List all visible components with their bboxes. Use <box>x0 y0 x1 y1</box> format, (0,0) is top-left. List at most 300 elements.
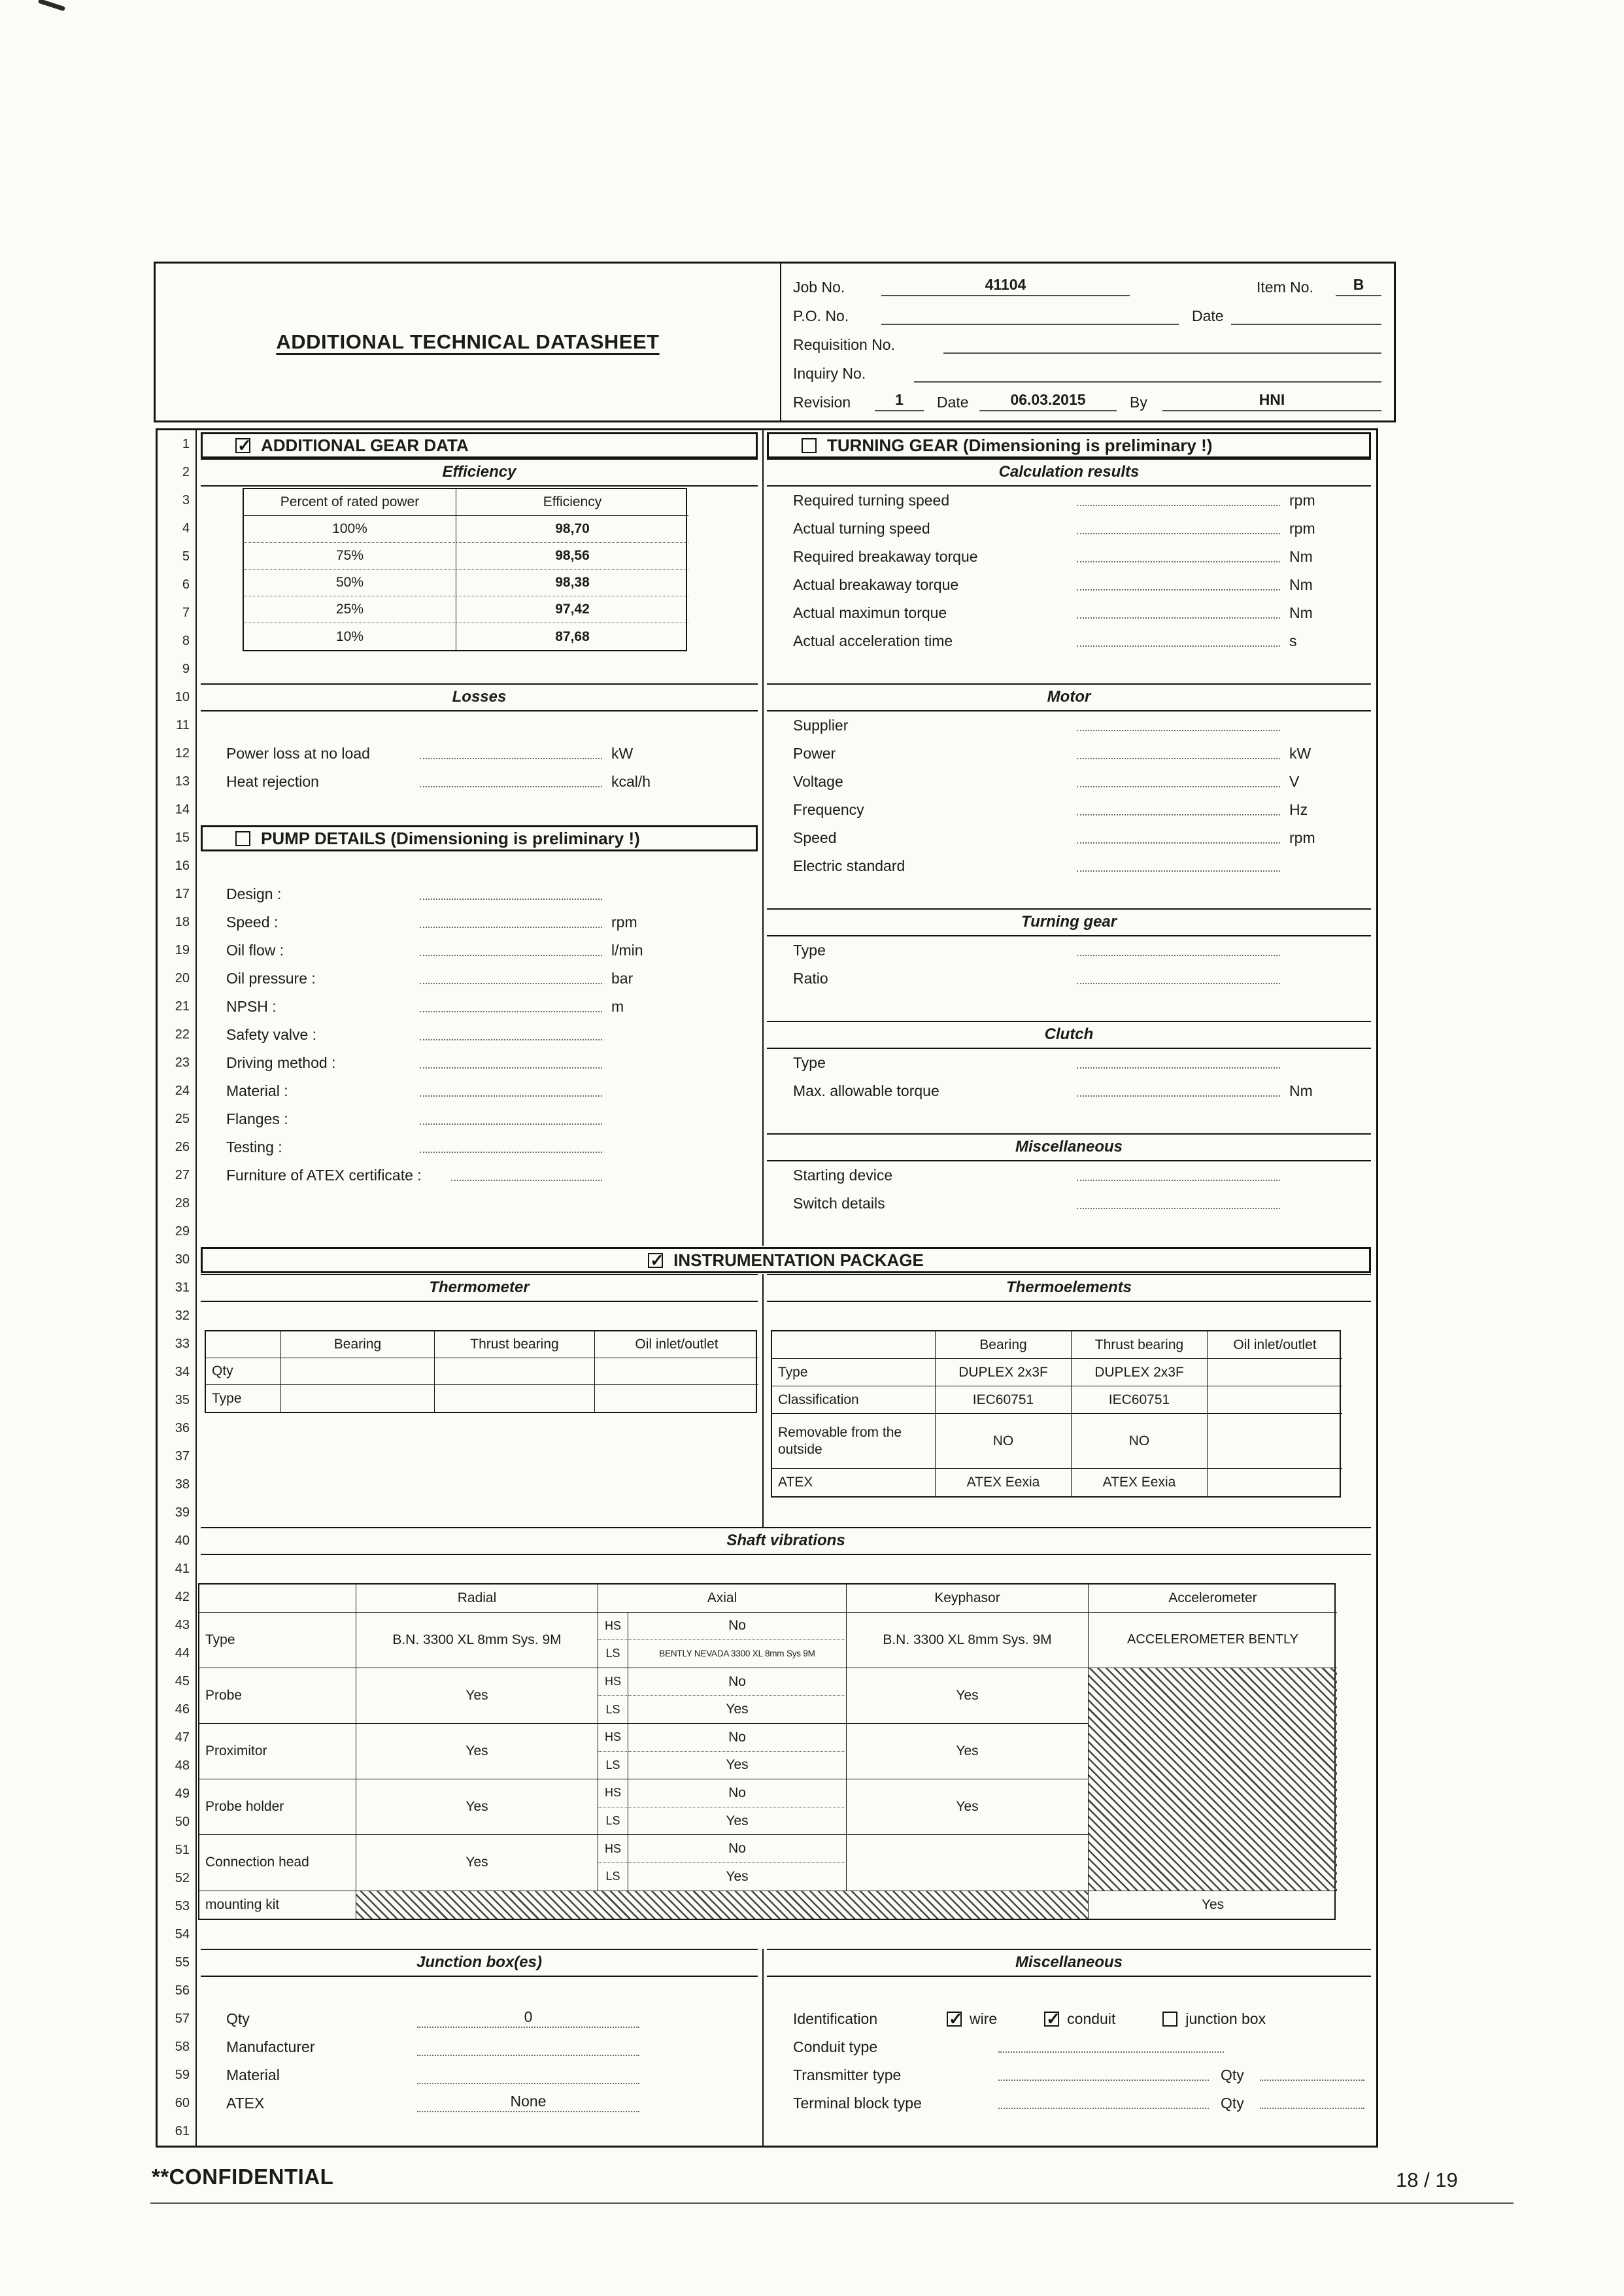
blank-line <box>998 2108 1209 2109</box>
row-number: 28 <box>175 1196 190 1210</box>
blank-line <box>1077 870 1280 872</box>
row-number: 34 <box>175 1365 190 1379</box>
field-starting-device <box>793 1161 1362 1190</box>
field-unit: rpm <box>1289 492 1315 509</box>
table-cell: 100% <box>244 516 456 543</box>
field-unit: s <box>1289 632 1297 649</box>
blank-line <box>1077 1095 1280 1097</box>
field-manufacturer <box>226 2033 684 2061</box>
wire-label: wire <box>970 2010 998 2027</box>
table-cell: Yes <box>628 1808 847 1836</box>
po-date-blank <box>1231 322 1381 325</box>
field-unit: Nm <box>1289 548 1313 565</box>
blank-line <box>1077 645 1280 647</box>
field-unit: rpm <box>1289 520 1315 537</box>
field-label: Ratio <box>793 970 828 987</box>
table-cell: Yes <box>1201 1896 1225 1912</box>
po-no-line <box>793 300 1381 329</box>
job-no-label: Job No. <box>793 279 845 296</box>
table-cell <box>1208 1414 1342 1469</box>
field-oil-flow <box>226 936 684 965</box>
row-number-column <box>158 430 197 2146</box>
field-design <box>226 880 684 908</box>
table-cell: 10% <box>244 623 456 650</box>
turning-gear-checkbox <box>802 438 817 453</box>
field-actual-acceleration-time <box>793 627 1362 655</box>
blank-line <box>420 1011 602 1012</box>
blank-line <box>451 1180 602 1181</box>
field-label: Driving method : <box>226 1054 336 1071</box>
blank-line <box>420 899 602 900</box>
field-terminal-block-type <box>793 2089 1371 2117</box>
row-number: 3 <box>182 493 190 507</box>
blank-line <box>420 758 602 759</box>
column-header: Accelerometer <box>1089 1585 1337 1613</box>
field-label: Heat rejection <box>226 773 319 790</box>
blank-line <box>1077 842 1280 844</box>
field-driving-method <box>226 1049 684 1077</box>
table-cell: B.N. 3300 XL 8mm Sys. 9M <box>356 1613 598 1668</box>
row-number: 14 <box>175 802 190 817</box>
table-cell: IEC60751 <box>1072 1386 1208 1414</box>
field-label: Actual breakaway torque <box>793 576 959 593</box>
table-cell: Yes <box>356 1724 598 1779</box>
row-number: 18 <box>175 915 190 929</box>
blank-line <box>1077 955 1280 956</box>
column-divider <box>762 430 764 1246</box>
field-value: None <box>417 2093 639 2112</box>
row-number: 24 <box>175 1084 190 1098</box>
field-label: Power <box>793 745 836 762</box>
column-header: Bearing <box>281 1331 435 1358</box>
row-number: 55 <box>175 1955 190 1970</box>
row-number: 33 <box>175 1337 190 1351</box>
row-number: 48 <box>175 1758 190 1773</box>
field-label: Frequency <box>793 801 864 818</box>
field-safety-valve <box>226 1021 684 1049</box>
blank-line <box>420 1039 602 1040</box>
table-cell: DUPLEX 2x3F <box>936 1359 1072 1386</box>
row-number: 35 <box>175 1393 190 1407</box>
field-value: 0 <box>417 2008 639 2028</box>
column-divider <box>762 1949 764 2146</box>
revision-date-value: 06.03.2015 <box>979 391 1117 411</box>
pump-details-header <box>201 825 758 851</box>
field-label: Conduit type <box>793 2038 878 2055</box>
turning-gear-title: TURNING GEAR (Dimensioning is preliminary !) <box>827 435 1213 455</box>
row-number: 19 <box>175 943 190 957</box>
table-cell <box>435 1385 595 1412</box>
row-number: 4 <box>182 521 190 536</box>
field-motor-power <box>793 740 1362 768</box>
field-unit: kW <box>1289 745 1311 762</box>
junction-boxes-title: Junction box(es) <box>201 1949 758 1977</box>
blank-line <box>420 1067 602 1069</box>
ls-label: LS <box>598 1640 628 1668</box>
row-header: mounting kit <box>199 1891 356 1919</box>
field-conduit-type <box>793 2033 1371 2061</box>
field-clutch-type <box>793 1049 1362 1077</box>
field-unit: kW <box>611 745 634 762</box>
field-junction-qty <box>226 2005 684 2033</box>
table-cell <box>435 1358 595 1385</box>
shaft-vibrations-title: Shaft vibrations <box>201 1527 1371 1555</box>
conduit-label: conduit <box>1067 2010 1116 2027</box>
row-number: 26 <box>175 1140 190 1154</box>
field-oil-pressure <box>226 965 684 993</box>
junction-box-checkbox <box>1162 2012 1177 2027</box>
field-unit: Nm <box>1289 576 1313 593</box>
table-cell: NO <box>936 1414 1072 1469</box>
blank-line <box>1077 730 1280 731</box>
inquiry-line <box>793 358 1381 386</box>
table-cell: 75% <box>244 543 456 570</box>
scan-artifact-mark <box>38 0 65 11</box>
table-cell: BENTLY NEVADA 3300 XL 8mm Sys 9M <box>628 1640 847 1668</box>
field-label: Actual turning speed <box>793 520 930 537</box>
blank-line <box>420 1095 602 1097</box>
identification-label: Identification <box>793 2010 878 2027</box>
field-label: Supplier <box>793 717 849 734</box>
blank-line <box>1077 533 1280 534</box>
inquiry-label: Inquiry No. <box>793 365 866 382</box>
table-cell: No <box>628 1613 847 1641</box>
main-form <box>156 428 1378 2148</box>
field-label: Safety valve : <box>226 1026 317 1043</box>
field-unit: kcal/h <box>611 773 651 790</box>
row-header: Probe holder <box>199 1779 356 1835</box>
row-number: 8 <box>182 634 190 648</box>
field-actual-turning-speed <box>793 515 1362 543</box>
field-flanges <box>226 1105 684 1133</box>
hs-label: HS <box>598 1779 628 1808</box>
hatched-cell <box>1089 1668 1337 1891</box>
field-label: Switch details <box>793 1195 885 1212</box>
row-number: 39 <box>175 1505 190 1520</box>
row-number: 32 <box>175 1309 190 1323</box>
row-number: 12 <box>175 746 190 761</box>
efficiency-section-title: Efficiency <box>201 458 758 487</box>
hs-label: HS <box>598 1724 628 1752</box>
row-number: 60 <box>175 2096 190 2110</box>
row-number: 59 <box>175 2068 190 2082</box>
row-number: 25 <box>175 1112 190 1126</box>
column-header: Oil inlet/outlet <box>1208 1331 1342 1359</box>
row-header: Probe <box>199 1668 356 1724</box>
table-cell <box>281 1358 435 1385</box>
field-voltage <box>793 768 1362 796</box>
miscellaneous-section-title: Miscellaneous <box>767 1133 1371 1161</box>
title-cell <box>156 264 780 420</box>
ls-label: LS <box>598 1696 628 1724</box>
shaft-vibrations-table <box>198 1583 1336 1920</box>
row-number: 44 <box>175 1646 190 1660</box>
row-number: 40 <box>175 1534 190 1548</box>
field-required-breakaway-torque <box>793 543 1362 571</box>
field-tg-ratio <box>793 965 1362 993</box>
column-header: Thrust bearing <box>435 1331 595 1358</box>
field-actual-maximun-torque <box>793 599 1362 627</box>
wire-checkbox <box>947 2012 962 2027</box>
field-junction-atex <box>226 2089 684 2117</box>
field-label: Electric standard <box>793 857 905 874</box>
field-unit: rpm <box>1289 829 1315 846</box>
table-cell: 87,68 <box>555 628 590 644</box>
requisition-line <box>793 329 1381 358</box>
blank-line <box>1077 561 1280 562</box>
hatched-cell <box>356 1891 1089 1919</box>
field-label: Oil flow : <box>226 942 284 959</box>
table-cell <box>281 1385 435 1412</box>
table-cell: 50% <box>244 570 456 596</box>
field-label: Actual acceleration time <box>793 632 953 649</box>
blank-line <box>1077 1208 1280 1209</box>
junction-box-label: junction box <box>1185 2010 1266 2027</box>
footer-rule <box>150 2202 1514 2204</box>
column-header: Radial <box>356 1585 598 1613</box>
table-cell: 98,70 <box>456 516 688 543</box>
field-label: Testing : <box>226 1139 282 1156</box>
hs-label: HS <box>598 1668 628 1696</box>
requisition-label: Requisition No. <box>793 336 895 353</box>
gear-data-checkbox <box>235 438 250 453</box>
instrumentation-package-header <box>201 1247 1371 1273</box>
blank-line <box>1077 1180 1280 1181</box>
row-number: 57 <box>175 2012 190 2026</box>
field-label: Terminal block type <box>793 2095 922 2112</box>
gear-data-title: ADDITIONAL GEAR DATA <box>261 435 469 455</box>
thermoelements-section-title: Thermoelements <box>767 1274 1371 1302</box>
column-header: Percent of rated power <box>244 489 456 516</box>
efficiency-table <box>243 488 687 651</box>
field-actual-breakaway-torque <box>793 571 1362 599</box>
qty-label: Qty <box>1221 2095 1244 2112</box>
table-cell: IEC60751 <box>936 1386 1072 1414</box>
field-transmitter-type <box>793 2061 1371 2089</box>
field-label: Required turning speed <box>793 492 950 509</box>
field-label: Design : <box>226 885 282 902</box>
table-cell <box>595 1358 758 1385</box>
blank-line <box>1260 2108 1364 2109</box>
row-header: Type <box>206 1385 281 1412</box>
table-cell: 25% <box>244 596 456 623</box>
table-cell: No <box>628 1668 847 1696</box>
field-pump-speed <box>226 908 684 936</box>
column-header: Bearing <box>936 1331 1072 1359</box>
field-atex-certificate <box>226 1161 684 1190</box>
losses-section-title: Losses <box>201 683 758 711</box>
row-number: 29 <box>175 1224 190 1239</box>
row-header: ATEX <box>772 1469 936 1496</box>
row-number: 41 <box>175 1562 190 1576</box>
inquiry-blank <box>914 380 1381 383</box>
row-number: 16 <box>175 859 190 873</box>
field-max-allowable-torque <box>793 1077 1362 1105</box>
blank-line <box>1077 786 1280 787</box>
table-cell: Yes <box>356 1779 598 1835</box>
blank-line <box>420 1123 602 1125</box>
hs-label: HS <box>598 1835 628 1863</box>
column-header: Keyphasor <box>847 1585 1089 1613</box>
pump-details-title: PUMP DETAILS (Dimensioning is preliminary !) <box>261 828 640 848</box>
blank-line <box>1077 505 1280 506</box>
field-label: Qty <box>226 2010 250 2027</box>
requisition-blank <box>943 351 1381 354</box>
thermometer-section-title: Thermometer <box>201 1274 758 1302</box>
row-number: 54 <box>175 1927 190 1942</box>
table-cell: 98,38 <box>456 570 688 596</box>
field-heat-rejection <box>226 768 684 796</box>
blank-line <box>420 1152 602 1153</box>
pump-details-checkbox <box>235 831 250 846</box>
ls-label: LS <box>598 1808 628 1836</box>
field-label: Speed : <box>226 914 279 931</box>
table-cell: Yes <box>628 1696 847 1724</box>
row-number: 56 <box>175 1983 190 1998</box>
by-value: HNI <box>1162 391 1381 411</box>
by-label: By <box>1130 394 1147 411</box>
row-number: 51 <box>175 1843 190 1857</box>
table-cell <box>1208 1359 1342 1386</box>
field-npsh <box>226 993 684 1021</box>
column-header: Thrust bearing <box>1072 1331 1208 1359</box>
thermoelements-table <box>771 1330 1341 1498</box>
table-cell: NO <box>1072 1414 1208 1469</box>
row-number: 50 <box>175 1815 190 1829</box>
row-number: 10 <box>175 690 190 704</box>
field-power-loss-no-load <box>226 740 684 768</box>
row-header: Connection head <box>199 1835 356 1891</box>
field-label: Required breakaway torque <box>793 548 978 565</box>
field-supplier <box>793 711 1362 740</box>
column-header: Efficiency <box>456 489 688 516</box>
table-cell <box>1208 1469 1342 1496</box>
row-number: 20 <box>175 971 190 985</box>
row-number: 23 <box>175 1055 190 1070</box>
field-label: Material <box>226 2066 280 2083</box>
blank-line <box>420 927 602 928</box>
table-cell: No <box>628 1724 847 1752</box>
row-number: 21 <box>175 999 190 1014</box>
job-no-value: 41104 <box>881 276 1130 296</box>
header-box <box>154 262 1396 422</box>
table-cell: Yes <box>628 1863 847 1891</box>
blank-line <box>1260 2080 1364 2081</box>
miscellaneous2-title: Miscellaneous <box>767 1949 1371 1977</box>
blank-line <box>1077 589 1280 591</box>
clutch-section-title: Clutch <box>767 1021 1371 1049</box>
field-frequency <box>793 796 1362 824</box>
revision-label: Revision <box>793 394 851 411</box>
table-cell: 97,42 <box>456 596 688 623</box>
job-no-line <box>793 271 1381 300</box>
column-header: Oil inlet/outlet <box>595 1331 758 1358</box>
field-label: NPSH : <box>226 998 277 1015</box>
field-label: Starting device <box>793 1167 893 1184</box>
row-number: 22 <box>175 1027 190 1042</box>
table-cell: Yes <box>847 1724 1089 1779</box>
row-number: 47 <box>175 1730 190 1745</box>
field-unit: Nm <box>1289 1082 1313 1099</box>
revision-line <box>793 386 1381 415</box>
row-number: 52 <box>175 1871 190 1885</box>
turning-gear-header <box>767 432 1371 458</box>
field-label: Power loss at no load <box>226 745 370 762</box>
row-number: 13 <box>175 774 190 789</box>
table-cell <box>199 1585 356 1613</box>
calculation-results-title: Calculation results <box>767 458 1371 487</box>
row-number: 11 <box>176 718 190 732</box>
row-number: 30 <box>175 1252 190 1267</box>
blank-line <box>420 983 602 984</box>
table-cell: B.N. 3300 XL 8mm Sys. 9M <box>847 1613 1089 1668</box>
po-no-blank <box>881 322 1179 325</box>
field-label: Transmitter type <box>793 2066 902 2083</box>
field-label: Voltage <box>793 773 843 790</box>
table-cell <box>772 1331 936 1359</box>
blank-line <box>998 2051 1224 2053</box>
table-cell <box>1208 1386 1342 1414</box>
field-unit: l/min <box>611 942 643 959</box>
field-label: Furniture of ATEX certificate : <box>226 1167 422 1184</box>
field-label: Oil pressure : <box>226 970 316 987</box>
table-cell <box>847 1835 1089 1891</box>
column-divider <box>762 1274 764 1527</box>
field-junction-material <box>226 2061 684 2089</box>
identification-row <box>793 2005 1371 2033</box>
instrumentation-title: INSTRUMENTATION PACKAGE <box>673 1250 924 1270</box>
field-label: Manufacturer <box>226 2038 315 2055</box>
row-number: 61 <box>175 2124 190 2138</box>
table-cell: DUPLEX 2x3F <box>1072 1359 1208 1386</box>
row-number: 7 <box>182 606 190 620</box>
ls-label: LS <box>598 1863 628 1891</box>
table-cell: No <box>628 1779 847 1808</box>
row-header: Qty <box>206 1358 281 1385</box>
row-header: Proximitor <box>199 1724 356 1779</box>
row-number: 58 <box>175 2040 190 2054</box>
item-no-label: Item No. <box>1257 279 1313 296</box>
blank-line <box>1077 617 1280 619</box>
row-number: 1 <box>182 437 190 451</box>
page-number: 18 / 19 <box>1396 2168 1458 2191</box>
field-label: Actual maximun torque <box>793 604 947 621</box>
item-no-value: B <box>1336 276 1381 296</box>
field-value <box>417 2054 639 2056</box>
revision-date-label: Date <box>937 394 969 411</box>
blank-line <box>1077 983 1280 984</box>
hs-label: HS <box>598 1613 628 1641</box>
row-number: 53 <box>175 1899 190 1913</box>
blank-line <box>420 955 602 956</box>
row-header: Classification <box>772 1386 936 1414</box>
row-number: 5 <box>182 549 190 564</box>
field-label: Type <box>793 1054 826 1071</box>
ls-label: LS <box>598 1752 628 1780</box>
table-cell: ATEX Eexia <box>936 1469 1072 1496</box>
blank-line <box>998 2080 1209 2081</box>
field-unit: m <box>611 998 624 1015</box>
field-unit: bar <box>611 970 634 987</box>
table-cell <box>206 1331 281 1358</box>
table-cell: No <box>628 1835 847 1863</box>
field-label: Type <box>793 942 826 959</box>
row-number: 42 <box>175 1590 190 1604</box>
table-cell: Yes <box>356 1835 598 1891</box>
row-header: Removable from the outside <box>772 1414 936 1469</box>
blank-line <box>1077 814 1280 815</box>
header-divider <box>780 264 781 420</box>
